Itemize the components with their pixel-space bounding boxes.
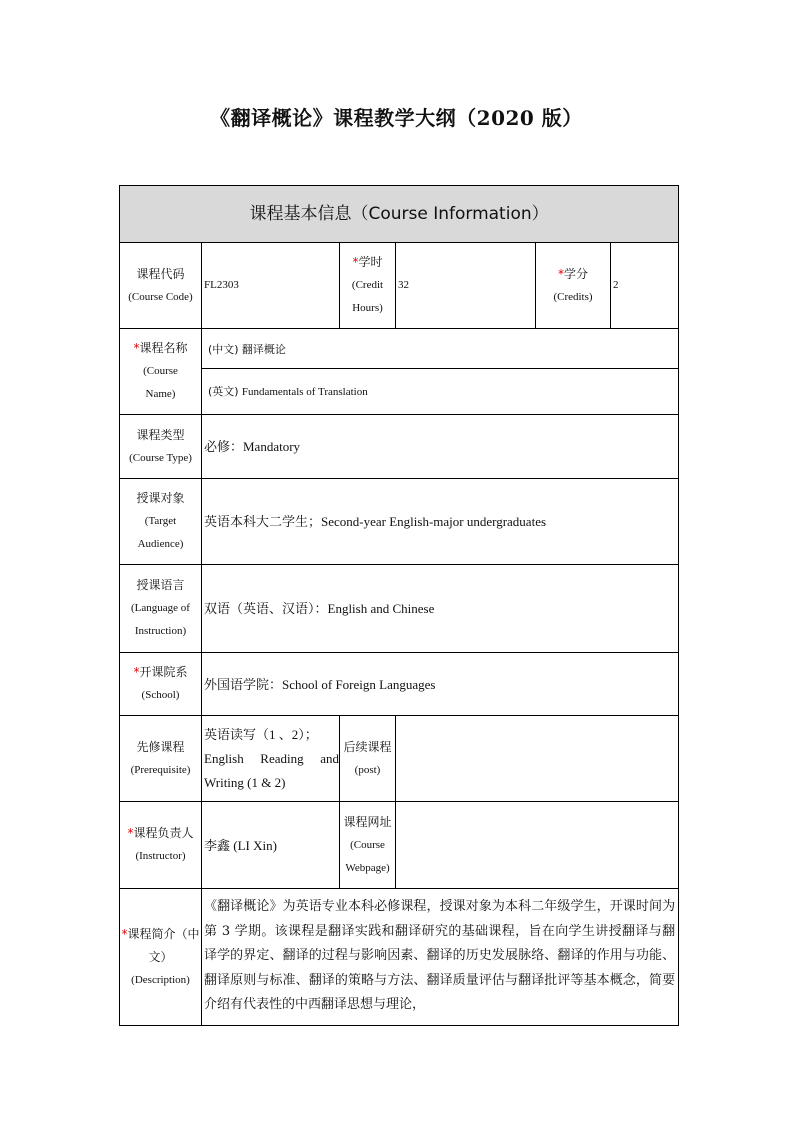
course-code-value: FL2303	[202, 243, 340, 329]
instructor-value: 李鑫 (LI Xin)	[202, 802, 340, 889]
required-mark: *	[557, 266, 564, 281]
language-value: 双语（英语、汉语）：English and Chinese	[202, 565, 679, 653]
course-name-label: *课程名称 (Course Name)	[120, 329, 202, 415]
required-mark: *	[133, 665, 140, 679]
course-name-en: (英文) Fundamentals of Translation	[202, 369, 679, 415]
school-label: *开课院系 (School)	[120, 653, 202, 716]
course-code-label: 课程代码 (Course Code)	[120, 243, 202, 329]
webpage-label: 课程网址 (Course Webpage)	[340, 802, 396, 889]
credits-value: 2	[611, 243, 679, 329]
audience-label: 授课对象 (Target Audience)	[120, 479, 202, 565]
required-mark: *	[133, 341, 140, 355]
course-type-value: 必修：Mandatory	[202, 415, 679, 479]
required-mark: *	[352, 255, 359, 269]
page-title: 《翻译概论》课程教学大纲（2020 版）	[210, 106, 583, 130]
audience-value: 英语本科大二学生；Second-year English-major undergraduates	[202, 479, 679, 565]
school-value: 外国语学院：School of Foreign Languages	[202, 653, 679, 716]
required-mark: *	[121, 926, 128, 941]
language-label: 授课语言 (Language of Instruction)	[120, 565, 202, 653]
required-mark: *	[127, 826, 134, 840]
post-label: 后续课程 (post)	[340, 716, 396, 802]
credits-label: *学分 (Credits)	[536, 243, 611, 329]
table-header: 课程基本信息（Course Information）	[120, 186, 679, 243]
description-value: 《翻译概论》为英语专业本科必修课程，授课对象为本科二年级学生，开课时间为第 3 学期。该课程是翻译实践和翻译研究的基础课程，旨在向学生讲授翻译与翻译学的界定、翻译的过程与影响因素、翻译的历史发展脉络、翻译的作用与功能、翻译原则与标准、翻译的策略与方法、翻译质量评估与翻译批评等基本概念，简要介绍有代表性的中西翻译思想与理论，	[202, 889, 679, 1026]
prerequisite-value: 英语读写（1 、2）； English Reading and Writing (1 & 2)	[202, 716, 340, 802]
prerequisite-label: 先修课程 (Prerequisite)	[120, 716, 202, 802]
instructor-label: *课程负责人 (Instructor)	[120, 802, 202, 889]
webpage-value	[396, 802, 679, 889]
description-label: *课程简介（中 文） (Description)	[120, 889, 202, 1026]
credit-hours-value: 32	[396, 243, 536, 329]
course-type-label: 课程类型 (Course Type)	[120, 415, 202, 479]
credit-hours-label: *学时 (Credit Hours)	[340, 243, 396, 329]
course-name-zh: (中文) 翻译概论	[202, 329, 679, 369]
post-value	[396, 716, 679, 802]
course-info-table	[119, 185, 679, 1026]
